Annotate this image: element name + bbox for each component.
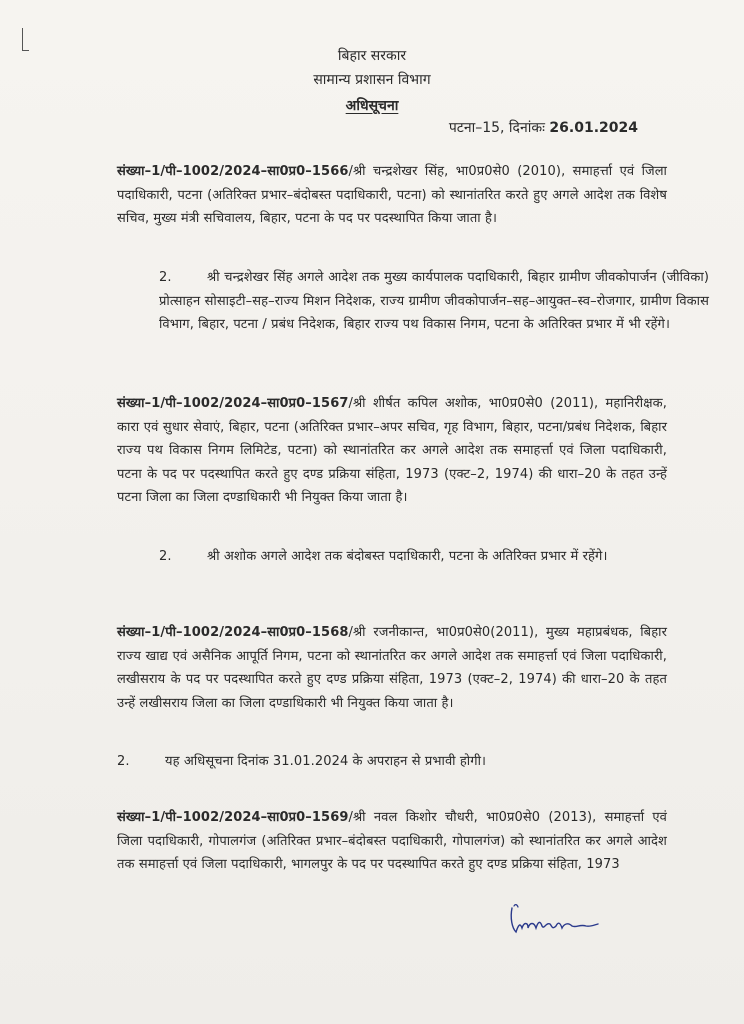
subparagraph-number: 2.: [159, 549, 172, 564]
subparagraph-number: 2.: [159, 270, 172, 285]
place-label: पटना–15, दिनांकः: [448, 120, 545, 136]
handwritten-signature: [506, 900, 602, 940]
paragraph-text: श्री चन्द्रशेखर सिंह अगले आदेश तक मुख्य कार्यपालक पदाधिकारी, बिहार ग्रामीण जीवकोपार्जन (जीविका) प्रोत्साहन सोसाइटी–सह–राज्य मिशन निदेशक, राज्य ग्रामीण जीवकोपार्जन–सह–आयुक्त–स्व–रोजगार, ग्रामीण विकास विभाग, बिहार, पटना / प्रबंध निदेशक, बिहार राज्य पथ विकास निगम, पटना के अतिरिक्त प्रभार में भी रहेंगे।: [159, 270, 709, 333]
paragraph-text: यह अधिसूचना दिनांक 31.01.2024 के अपराहन से प्रभावी होगी।: [165, 754, 487, 769]
notification-paragraph: [117, 621, 667, 715]
notification-subparagraph: [117, 266, 709, 337]
notification-subparagraph: [117, 750, 667, 774]
reference-number: संख्या–1/पी–1002/2024–सा0प्र0–1566: [117, 164, 349, 179]
government-name: बिहार सरकार: [337, 48, 407, 64]
notification-paragraph: [117, 392, 667, 510]
subparagraph-number: 2.: [117, 754, 130, 769]
reference-number: संख्या–1/पी–1002/2024–सा0प्र0–1569: [117, 810, 349, 825]
paragraph-text: /श्री नवल किशोर चौधरी, भा0प्र0से0 (2013), समाहर्त्ता एवं जिला पदाधिकारी, गोपालगंज (अतिरिक्त प्रभार–बंदोबस्त पदाधिकारी, गोपालगंज) को स्थानांतरित कर अगले आदेश तक समाहर्त्ता एवं जिला पदाधिकारी, भागलपुर के पद पर पदस्थापित करते हुए दण्ड प्रक्रिया संहिता, 1973: [117, 810, 667, 873]
document-title: अधिसूचना: [345, 98, 399, 114]
dateline: [449, 118, 638, 137]
paragraph-text: श्री अशोक अगले आदेश तक बंदोबस्त पदाधिकारी, पटना के अतिरिक्त प्रभार में रहेंगे।: [207, 549, 608, 564]
paragraph-text: /श्री चन्द्रशेखर सिंह, भा0प्र0से0 (2010), समाहर्त्ता एवं जिला पदाधिकारी, पटना (अतिरिक्त प्रभार–बंदोबस्त पदाधिकारी, पटना) को स्थानांतरित करते हुए अगले आदेश तक विशेष सचिव, मुख्य मंत्री सचिवालय, बिहार, पटना के पद पर पदस्थापित किया जाता है।: [117, 164, 667, 227]
notification-paragraph: [117, 160, 667, 231]
notification-subparagraph: [117, 545, 709, 569]
notification-paragraph: [117, 806, 667, 877]
date-value: 26.01.2024: [549, 120, 638, 136]
reference-number: संख्या–1/पी–1002/2024–सा0प्र0–1567: [117, 396, 349, 411]
paragraph-text: /श्री शीर्षत कपिल अशोक, भा0प्र0से0 (2011), महानिरीक्षक, कारा एवं सुधार सेवाएं, बिहार, पटना (अतिरिक्त प्रभार–अपर सचिव, गृह विभाग, बिहार, पटना/प्रबंध निदेशक, बिहार राज्य पथ विकास निगम लिमिटेड, पटना) को स्थानांतरित कर अगले आदेश तक समाहर्त्ता एवं जिला पदाधिकारी, पटना के पद पर पदस्थापित करते हुए दण्ड प्रक्रिया संहिता, 1973 (एक्ट–2, 1974) की धारा–20 के तहत उन्हें पटना जिला का जिला दण्डाधिकारी भी नियुक्त किया जाता है।: [117, 396, 667, 506]
department-name: सामान्य प्रशासन विभाग: [313, 72, 431, 88]
reference-number: संख्या–1/पी–1002/2024–सा0प्र0–1568: [117, 625, 349, 640]
paragraph-text: /श्री रजनीकान्त, भा0प्र0से0(2011), मुख्य महाप्रबंधक, बिहार राज्य खाद्य एवं असैनिक आपूर्ति निगम, पटना को स्थानांतरित कर अगले आदेश तक समाहर्त्ता एवं जिला पदाधिकारी, लखीसराय के पद पर पदस्थापित करते हुए दण्ड प्रक्रिया संहिता, 1973 (एक्ट–2, 1974) की धारा–20 के तहत उन्हें लखीसराय जिला का जिला दण्डाधिकारी भी नियुक्त किया जाता है।: [117, 625, 667, 711]
